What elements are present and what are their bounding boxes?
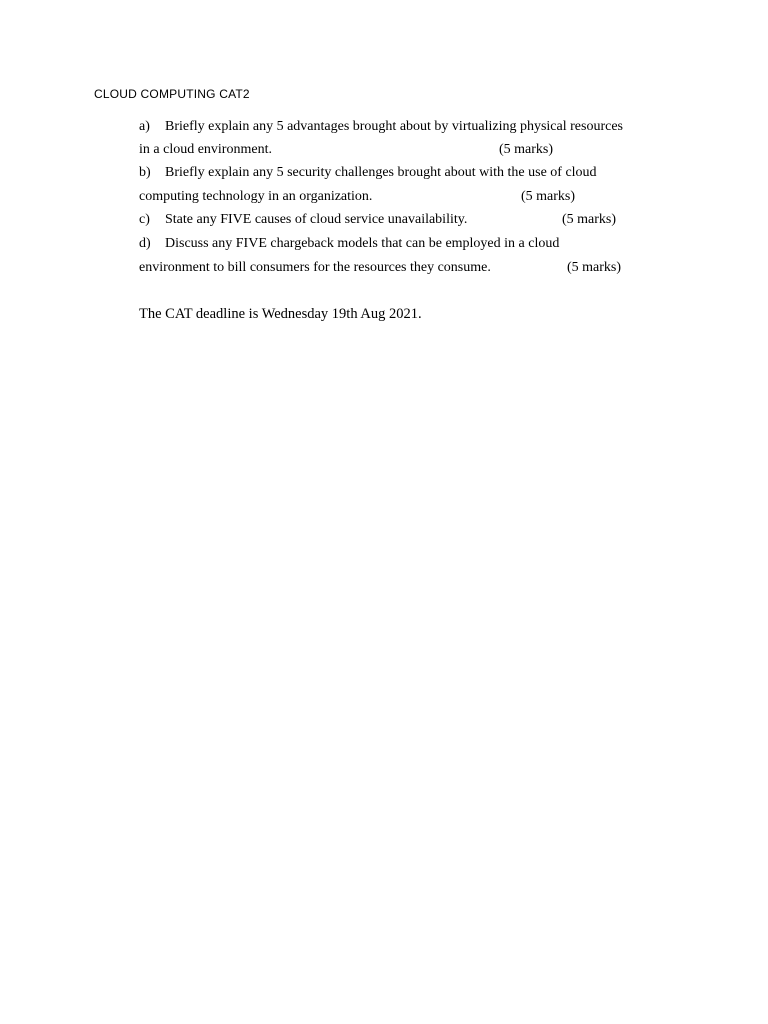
question-b-marks: (5 marks) bbox=[521, 189, 576, 204]
question-d-letter: d) bbox=[139, 236, 151, 251]
question-d-marks: (5 marks) bbox=[567, 260, 622, 275]
question-a-letter: a) bbox=[139, 119, 150, 134]
question-c-line1 bbox=[139, 212, 467, 228]
question-b-text: Briefly explain any 5 security challenges brought about with the use of cloud bbox=[165, 165, 597, 180]
question-a-marks: (5 marks) bbox=[499, 142, 554, 157]
question-c-text: State any FIVE causes of cloud service unavailability. bbox=[165, 212, 468, 227]
question-c-letter: c) bbox=[139, 212, 150, 227]
question-d-line2: environment to bill consumers for the resources they consume. bbox=[139, 260, 491, 275]
deadline-note: The CAT deadline is Wednesday 19th Aug 2021. bbox=[139, 306, 422, 322]
question-a-text: Briefly explain any 5 advantages brought about by virtualizing physical resources bbox=[165, 119, 623, 134]
document-title: CLOUD COMPUTING CAT2 bbox=[94, 87, 250, 101]
question-b-line1 bbox=[139, 165, 597, 181]
question-a-line1 bbox=[139, 119, 623, 135]
question-c-marks: (5 marks) bbox=[562, 212, 617, 227]
question-b-line2: computing technology in an organization. bbox=[139, 189, 373, 204]
question-d-line1 bbox=[139, 236, 559, 252]
question-a-line2: in a cloud environment. bbox=[139, 142, 272, 157]
question-b-letter: b) bbox=[139, 165, 151, 180]
question-d-text: Discuss any FIVE chargeback models that can be employed in a cloud bbox=[165, 236, 560, 251]
